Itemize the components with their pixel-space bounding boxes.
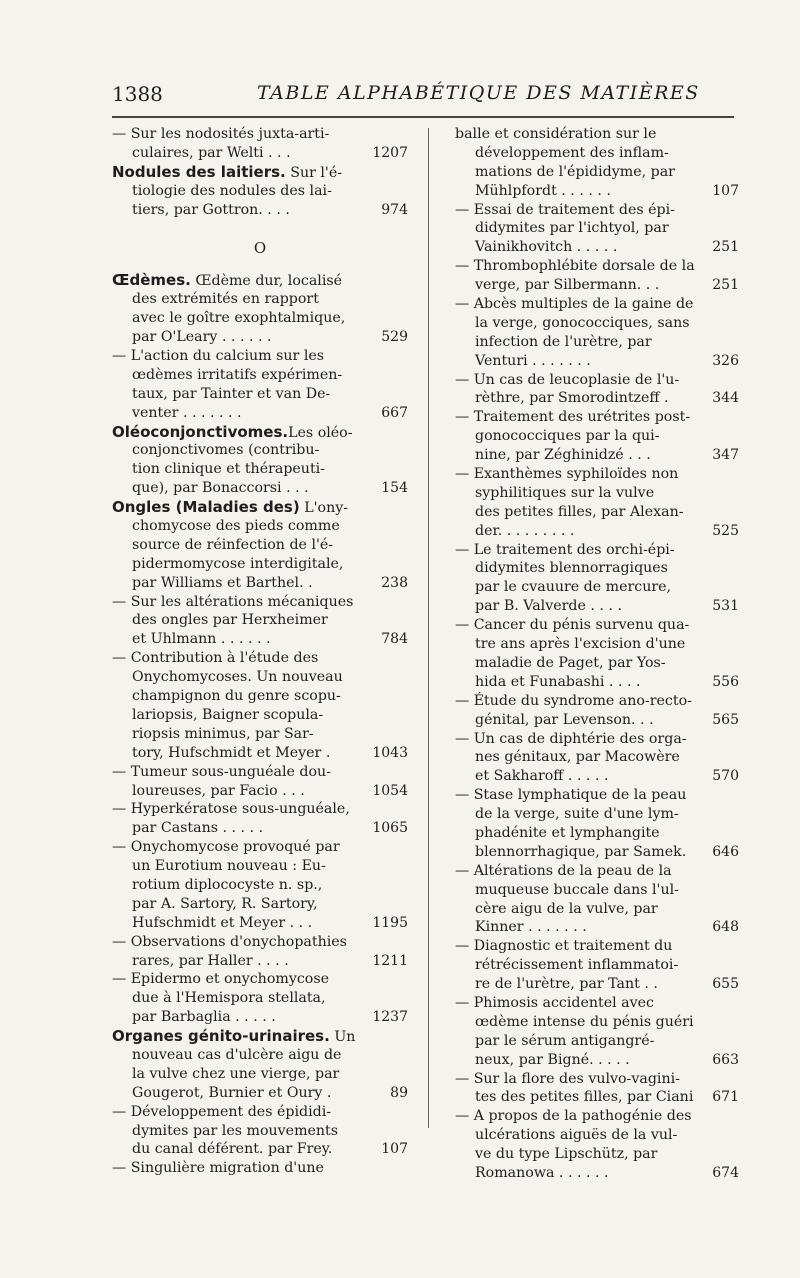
- page-reference: 1054: [372, 782, 408, 799]
- entry-text: pidermomycose interdigitale,: [132, 555, 344, 572]
- page-reference: 107: [712, 182, 739, 199]
- entry-line: [112, 385, 408, 404]
- page-reference: 1065: [372, 820, 408, 837]
- page-reference: 655: [712, 976, 739, 993]
- entry-text: par Castans . . . . .: [132, 820, 264, 837]
- entry-heading: Œdèmes.: [112, 271, 191, 290]
- entry-line: [455, 389, 739, 408]
- entry-text: des extrémités en rapport: [132, 291, 319, 308]
- entry-text: riopsis minimus, par Sar-: [132, 725, 314, 742]
- index-entry: [455, 257, 739, 295]
- page-reference: 1211: [372, 952, 408, 969]
- index-entry: [112, 800, 408, 838]
- entry-line: [112, 914, 408, 933]
- entry-text: des petites filles, par Alexan-: [475, 503, 684, 520]
- entry-text: Un: [329, 1029, 356, 1046]
- entry-line: [112, 857, 408, 876]
- entry-text: — Développement des épididi-: [112, 1103, 332, 1120]
- page-reference: 570: [712, 768, 739, 785]
- entry-text: — Stase lymphatique de la peau: [455, 787, 687, 804]
- entry-text: du canal déférent. par Frey.: [132, 1141, 333, 1158]
- entry-text: verge, par Silbermann. . .: [475, 277, 660, 294]
- page-reference: 347: [712, 447, 739, 464]
- entry-line: [455, 1164, 739, 1183]
- index-entry: [455, 616, 739, 692]
- entry-text: tes des petites filles, par Ciani: [475, 1089, 694, 1106]
- entry-text: et Uhlmann . . . . . .: [132, 631, 271, 648]
- entry-line: [112, 163, 408, 182]
- entry-text: blennorrhagique, par Samek.: [475, 843, 687, 860]
- index-entry: [455, 692, 739, 730]
- entry-line: [112, 536, 408, 555]
- entry-text: — Hyperkératose sous-unguéale,: [112, 801, 350, 818]
- entry-text: de la verge, suite d'une lym-: [475, 806, 679, 823]
- page-reference: 326: [712, 352, 739, 369]
- entry-line: [112, 668, 408, 687]
- entry-heading: Nodules des laitiers.: [112, 162, 286, 181]
- entry-line: [455, 711, 739, 730]
- entry-text: — Étude du syndrome ano-recto-: [455, 692, 692, 709]
- entry-line: [455, 1107, 739, 1126]
- entry-text: un Eurotium nouveau : Eu-: [132, 858, 326, 875]
- entry-text: nine, par Zéghinidzé . . .: [475, 447, 651, 464]
- entry-line: [112, 517, 408, 536]
- entry-line: [112, 800, 408, 819]
- entry-line: [455, 408, 739, 427]
- entry-text: — Singulière migration d'une: [112, 1160, 324, 1177]
- entry-line: [455, 163, 739, 182]
- entry-line: [455, 1145, 739, 1164]
- entry-line: [112, 895, 408, 914]
- running-title: TABLE ALPHABÉTIQUE DES MATIÈRES: [257, 82, 700, 104]
- entry-line: [112, 125, 408, 144]
- index-entry: [455, 937, 739, 994]
- entry-line: [455, 276, 739, 295]
- section-letter: O: [253, 239, 267, 258]
- index-entry: [455, 541, 739, 617]
- entry-line: [455, 881, 739, 900]
- entry-text: tiers, par Gottron. . . .: [132, 201, 290, 218]
- entry-line: [455, 900, 739, 919]
- column-divider: [428, 128, 429, 1128]
- entry-line: [455, 918, 739, 937]
- entry-line: [455, 295, 739, 314]
- page-reference: 107: [381, 1141, 408, 1158]
- index-entry: [112, 1103, 408, 1160]
- entry-text: phadénite et lymphangite: [475, 824, 660, 841]
- entry-line: [455, 616, 739, 635]
- entry-line: [455, 975, 739, 994]
- page-reference: 1237: [372, 1009, 408, 1026]
- entry-text: — Altérations de la peau de la: [455, 862, 672, 879]
- entry-text: taux, par Tainter et van De-: [132, 385, 331, 402]
- entry-line: [455, 805, 739, 824]
- entry-line: [455, 654, 739, 673]
- entry-text: avec le goître exophtalmique,: [132, 310, 346, 327]
- entry-text: — Un cas de leucoplasie de l'u-: [455, 371, 680, 388]
- entry-line: [112, 144, 408, 163]
- entry-line: [455, 427, 739, 446]
- entry-heading: Ongles (Maladies des): [112, 498, 300, 517]
- entry-line: [455, 692, 739, 711]
- entry-text: par O'Leary . . . . . .: [132, 329, 272, 346]
- entry-line: [455, 1013, 739, 1032]
- page-reference: 251: [712, 239, 739, 256]
- entry-line: [455, 786, 739, 805]
- entry-text: syphilitiques sur la vulve: [475, 484, 655, 501]
- entry-line: [455, 484, 739, 503]
- left-column: [112, 125, 408, 1178]
- entry-line: [112, 744, 408, 763]
- entry-line: [455, 1051, 739, 1070]
- index-entry: [112, 763, 408, 801]
- index-entry: [455, 201, 739, 258]
- entry-text: — Tumeur sous-unguéale dou-: [112, 763, 331, 780]
- page-reference: 784: [381, 631, 408, 648]
- entry-text: — L'action du calcium sur les: [112, 348, 325, 365]
- entry-text: rèthre, par Smorodintzeff .: [475, 390, 669, 407]
- entry-text: tre ans après l'excision d'une: [475, 636, 686, 653]
- entry-line: [112, 989, 408, 1008]
- entry-text: due à l'Hemispora stellata,: [132, 990, 326, 1007]
- page-reference: 663: [712, 1051, 739, 1068]
- entry-text: — Cancer du pénis survenu qua-: [455, 617, 690, 634]
- entry-text: Sur l'é-: [285, 164, 343, 181]
- page-reference: 1195: [372, 914, 408, 931]
- entry-text: re de l'urètre, par Tant . .: [475, 976, 658, 993]
- entry-text: — Sur la flore des vulvo-vagini-: [455, 1070, 680, 1087]
- entry-line: [112, 182, 408, 201]
- entry-text: cère aigu de la vulve, par: [475, 900, 658, 917]
- entry-line: [112, 1122, 408, 1141]
- entry-line: [455, 1070, 739, 1089]
- entry-heading: Organes génito-urinaires.: [112, 1027, 330, 1046]
- entry-text: lariopsis, Baigner scopula-: [132, 706, 324, 723]
- entry-text: et Sakharoff . . . . .: [475, 768, 609, 785]
- entry-line: [112, 630, 408, 649]
- entry-text: muqueuse buccale dans l'ul-: [475, 881, 679, 898]
- entry-text: venter . . . . . . .: [132, 404, 242, 421]
- page-reference: 671: [712, 1089, 739, 1106]
- entry-text: par Williams et Barthel. .: [132, 574, 313, 591]
- entry-text: Les oléo-: [288, 424, 353, 441]
- entry-text: rétrécissement inflammatoi-: [475, 957, 679, 974]
- entry-line: [112, 201, 408, 220]
- page-reference: 556: [712, 673, 739, 690]
- entry-text: nes génitaux, par Macowère: [475, 749, 680, 766]
- entry-text: hida et Funabashi . . . .: [475, 673, 641, 690]
- entry-line: [455, 597, 739, 616]
- index-entry: [455, 125, 739, 201]
- entry-text: — Abcès multiples de la gaine de: [455, 296, 694, 313]
- entry-text: tory, Hufschmidt et Meyer .: [132, 744, 331, 761]
- index-entry: [112, 593, 408, 650]
- entry-line: [112, 441, 408, 460]
- entry-line: [112, 1027, 408, 1046]
- index-entry: [455, 408, 739, 465]
- entry-text: la verge, gonococciques, sans: [475, 314, 690, 331]
- entry-line: [455, 843, 739, 862]
- entry-heading: Oléoconjonctivomes.: [112, 422, 289, 441]
- index-entry: [455, 1070, 739, 1108]
- right-column: [455, 125, 739, 1183]
- entry-line: [455, 1032, 739, 1051]
- entry-text: ve du type Lipschütz, par: [475, 1146, 658, 1163]
- entry-text: — Sur les nodosités juxta-arti-: [112, 126, 330, 142]
- index-entry: [455, 994, 739, 1070]
- entry-line: [455, 314, 739, 333]
- entry-text: par le sérum antigangré-: [475, 1032, 655, 1049]
- entry-text: — Essai de traitement des épi-: [455, 201, 675, 218]
- entry-line: [112, 271, 408, 290]
- entry-text: — Le traitement des orchi-épi-: [455, 541, 675, 558]
- entry-text: œdèmes irritatifs expérimen-: [132, 366, 343, 383]
- index-entry: [112, 271, 408, 347]
- entry-text: Kinner . . . . . . .: [475, 919, 587, 936]
- entry-line: [455, 219, 739, 238]
- page-reference: 251: [712, 277, 739, 294]
- entry-line: [112, 763, 408, 782]
- entry-line: [112, 328, 408, 347]
- entry-text: rotium diplococyste n. sp.,: [132, 876, 323, 893]
- entry-line: [112, 593, 408, 612]
- entry-line: [112, 782, 408, 801]
- entry-text: Vainikhovitch . . . . .: [475, 239, 618, 256]
- entry-line: [112, 555, 408, 574]
- entry-text: Gougerot, Burnier et Oury .: [132, 1084, 332, 1101]
- entry-text: développement des inflam-: [475, 144, 669, 161]
- entry-text: source de réinfection de l'é-: [132, 536, 334, 553]
- entry-line: [455, 541, 739, 560]
- index-entry: [112, 970, 408, 1027]
- index-entry: [455, 730, 739, 787]
- entry-line: [455, 862, 739, 881]
- entry-line: [112, 460, 408, 479]
- entry-line: [112, 404, 408, 423]
- page-reference: 529: [381, 329, 408, 346]
- entry-text: culaires, par Welti . . .: [132, 144, 291, 161]
- entry-text: — Un cas de diphtérie des orga-: [455, 730, 687, 747]
- entry-line: [112, 933, 408, 952]
- page-reference: 974: [381, 201, 408, 218]
- entry-line: [112, 423, 408, 442]
- entry-text: des ongles par Herxheimer: [132, 612, 328, 629]
- entry-line: [112, 366, 408, 385]
- entry-text: génital, par Levenson. . .: [475, 711, 654, 728]
- entry-text: dymites par les mouvements: [132, 1122, 339, 1139]
- entry-line: [112, 498, 408, 517]
- entry-text: Romanowa . . . . . .: [475, 1164, 609, 1181]
- entry-line: [112, 479, 408, 498]
- index-entry: [112, 838, 408, 932]
- entry-line: [112, 876, 408, 895]
- entry-line: [112, 838, 408, 857]
- page-reference: 154: [381, 480, 408, 497]
- index-entry: [112, 1027, 408, 1103]
- entry-text: gonococciques par la qui-: [475, 428, 660, 445]
- header-rule: [112, 116, 734, 118]
- entry-line: [112, 819, 408, 838]
- page-reference: 674: [712, 1164, 739, 1181]
- entry-line: [455, 522, 739, 541]
- entry-text: ulcérations aiguës de la vul-: [475, 1127, 678, 1144]
- page-reference: 648: [712, 919, 739, 936]
- page-reference: 667: [381, 404, 408, 421]
- index-entry: [455, 862, 739, 938]
- entry-text: — Exanthèmes syphiloïdes non: [455, 466, 679, 483]
- index-entry: [112, 347, 408, 423]
- entry-line: [112, 309, 408, 328]
- entry-text: — Onychomycose provoqué par: [112, 839, 340, 856]
- entry-text: par A. Sartory, R. Sartory,: [132, 895, 318, 912]
- entry-line: [112, 725, 408, 744]
- entry-text: didymites blennorragiques: [475, 560, 668, 577]
- entry-line: [455, 238, 739, 257]
- entry-line: [455, 824, 739, 843]
- entry-line: [455, 1088, 739, 1107]
- entry-line: [455, 352, 739, 371]
- entry-text: — A propos de la pathogénie des: [455, 1108, 692, 1125]
- entry-line: [112, 290, 408, 309]
- entry-text: œdème intense du pénis guéri: [475, 1013, 694, 1030]
- index-entry: [112, 163, 408, 220]
- entry-line: [112, 574, 408, 593]
- index-entry: [455, 371, 739, 409]
- entry-line: [112, 1084, 408, 1103]
- entry-line: [112, 649, 408, 668]
- index-entry: [112, 1159, 408, 1178]
- entry-text: didymites par l'ichtyol, par: [475, 220, 669, 237]
- index-entry: [112, 125, 408, 163]
- entry-line: [455, 125, 739, 144]
- entry-text: conjonctivomes (contribu-: [132, 442, 320, 459]
- entry-line: [455, 937, 739, 956]
- page-reference: 646: [712, 843, 739, 860]
- entry-text: tiologie des nodules des lai-: [132, 182, 332, 199]
- page-header: [112, 80, 722, 110]
- entry-line: [112, 1008, 408, 1027]
- page-reference: 1207: [372, 144, 408, 161]
- entry-line: [455, 730, 739, 749]
- entry-line: [112, 970, 408, 989]
- index-entry: [455, 786, 739, 862]
- entry-text: loureuses, par Facio . . .: [132, 782, 305, 799]
- entry-text: que), par Bonaccorsi . . .: [132, 480, 309, 497]
- page-reference: 89: [390, 1084, 408, 1101]
- entry-text: — Diagnostic et traitement du: [455, 938, 673, 955]
- entry-text: infection de l'urètre, par: [475, 333, 652, 350]
- entry-line: [112, 1065, 408, 1084]
- entry-line: [112, 1140, 408, 1159]
- entry-line: [455, 144, 739, 163]
- entry-text: — Sur les altérations mécaniques: [112, 593, 354, 610]
- entry-text: tion clinique et thérapeuti-: [132, 461, 325, 478]
- entry-text: mations de l'épididyme, par: [475, 163, 675, 180]
- entry-text: nouveau cas d'ulcère aigu de: [132, 1046, 342, 1063]
- page-reference: 344: [712, 390, 739, 407]
- page-reference: 531: [712, 598, 739, 615]
- entry-line: [455, 673, 739, 692]
- entry-text: — Traitement des urétrites post-: [455, 409, 691, 426]
- entry-line: [112, 1159, 408, 1178]
- entry-text: Onychomycoses. Un nouveau: [132, 669, 343, 686]
- index-entry: [112, 498, 408, 592]
- entry-line: [455, 994, 739, 1013]
- entry-line: [455, 201, 739, 220]
- page-reference: 238: [381, 574, 408, 591]
- entry-line: [455, 578, 739, 597]
- index-entry: [112, 649, 408, 762]
- page-reference: 565: [712, 711, 739, 728]
- entry-text: Hufschmidt et Meyer . . .: [132, 914, 313, 931]
- entry-text: Mühlpfordt . . . . . .: [475, 182, 611, 199]
- entry-text: maladie de Paget, par Yos-: [475, 654, 666, 671]
- entry-line: [455, 182, 739, 201]
- entry-text: Œdème dur, localisé: [190, 273, 343, 290]
- entry-text: — Contribution à l'étude des: [112, 650, 319, 667]
- entry-line: [455, 371, 739, 390]
- page-reference: 525: [712, 522, 739, 539]
- index-entry: [455, 1107, 739, 1183]
- entry-text: Venturi . . . . . . .: [475, 352, 591, 369]
- entry-line: [455, 503, 739, 522]
- entry-line: [112, 706, 408, 725]
- entry-text: champignon du genre scopu-: [132, 688, 341, 705]
- index-entry: [455, 465, 739, 541]
- entry-line: [112, 347, 408, 366]
- entry-line: [112, 1046, 408, 1065]
- entry-line: [455, 767, 739, 786]
- entry-text: neux, par Bigné. . . . .: [475, 1051, 630, 1068]
- entry-line: [455, 635, 739, 654]
- entry-text: par le cvauure de mercure,: [475, 579, 672, 596]
- index-entry: [112, 933, 408, 971]
- entry-line: [455, 1126, 739, 1145]
- entry-line: [112, 1103, 408, 1122]
- entry-line: [112, 687, 408, 706]
- entry-line: [455, 257, 739, 276]
- entry-text: — Epidermo et onychomycose: [112, 971, 329, 988]
- entry-line: [455, 748, 739, 767]
- entry-line: [455, 956, 739, 975]
- entry-text: der. . . . . . . . .: [475, 522, 575, 539]
- entry-line: [112, 952, 408, 971]
- entry-text: L'ony-: [299, 500, 349, 517]
- page-number: 1388: [112, 82, 163, 106]
- entry-text: — Observations d'onychopathies: [112, 933, 347, 950]
- page-reference: 1043: [372, 744, 408, 761]
- index-entry: [455, 295, 739, 371]
- entry-line: [455, 465, 739, 484]
- entry-text: la vulve chez une vierge, par: [132, 1065, 340, 1082]
- entry-text: par B. Valverde . . . .: [475, 598, 622, 615]
- index-entry: [112, 423, 408, 499]
- entry-text: chomycose des pieds comme: [132, 518, 340, 535]
- entry-text: balle et considération sur le: [455, 126, 657, 142]
- entry-text: — Phimosis accidentel avec: [455, 994, 654, 1011]
- entry-line: [455, 446, 739, 465]
- entry-line: [455, 333, 739, 352]
- entry-line: [455, 559, 739, 578]
- entry-line: [112, 611, 408, 630]
- entry-text: — Thrombophlébite dorsale de la: [455, 258, 695, 275]
- entry-text: rares, par Haller . . . .: [132, 952, 289, 969]
- entry-text: par Barbaglia . . . . .: [132, 1009, 276, 1026]
